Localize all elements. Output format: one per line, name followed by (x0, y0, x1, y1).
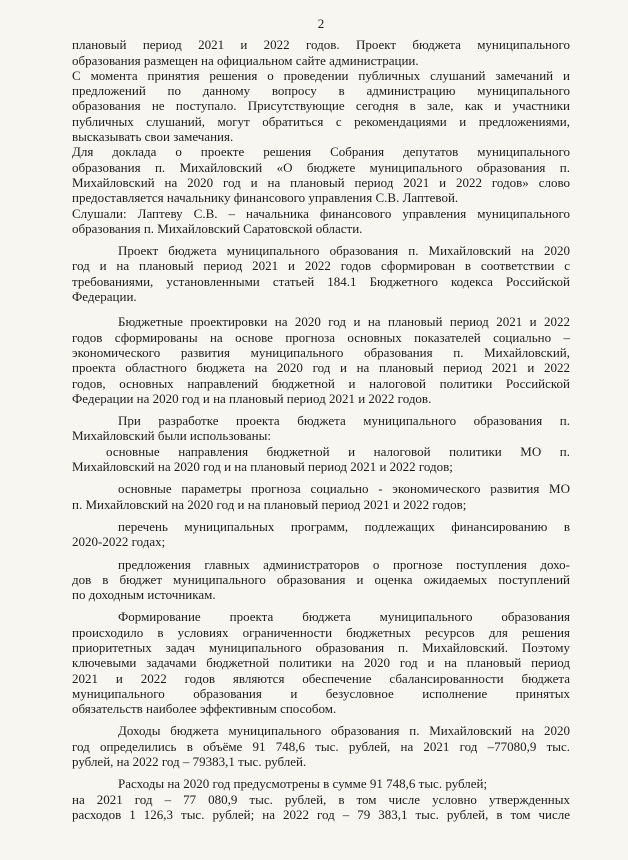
list-item-programs (72, 519, 570, 550)
text-line: Для доклада о проекте решения Собрания депутатов муниципального (72, 144, 570, 160)
text-line: образования размещен на официальном сайте администрации. (72, 52, 419, 68)
text-line: основные параметры прогноза социально - экономического развития МО (118, 481, 570, 497)
text-line: проекта областного бюджета на 2020 год и на плановый период 2021 и 2022 (72, 360, 570, 376)
text-line: Михайловский на 2020 год и на плановый период 2021 и 2022 годов» слово (72, 174, 570, 190)
text-line: годов, основных направлений бюджетной и налоговой политики Российской (72, 375, 570, 391)
text-line: Доходы бюджета муниципального образования п. Михайловский на 2020 (118, 723, 570, 739)
text-line: перечень муниципальных программ, подлежащих финансированию в (118, 518, 570, 534)
text-line: приоритетных задач муниципального образования п. Михайловский. Поэтому (72, 639, 570, 655)
paragraph-budget-draft (72, 243, 570, 304)
text-line: Федерации на 2020 год и на плановый период 2021 и 2022 годов. (72, 390, 432, 406)
text-line: муниципального образования и безусловное исполнение принятых (72, 685, 570, 701)
text-line: обязательств наиболее эффективным способом. (72, 701, 337, 717)
list-item-revenue-proposals (72, 557, 570, 603)
text-line: публичных слушаний, могут обратиться с рекомендациями и предложениями, (72, 113, 570, 129)
text-line: происходило в условиях ограниченности бюджетных ресурсов для решения (72, 624, 570, 640)
text-line: Бюджетные проектировки на 2020 год и на плановый период 2021 и 2022 (118, 314, 570, 330)
text-line: плановый период 2021 и 2022 годов. Проект бюджета муниципального (72, 37, 570, 53)
paragraph-report-intro (72, 144, 570, 205)
paragraph-expenditures (72, 776, 570, 822)
text-line: 2021 и 2022 годов являются обеспечение сбалансированности бюджета (72, 670, 570, 686)
text-line: на 2021 год – 77 080,9 тыс. рублей, в том числе условно утвержденных (72, 791, 570, 807)
text-line: Слушали: Лаптеву С.В. – начальника финансового управления муниципального (72, 205, 570, 221)
text-line: расходов 1 126,3 тыс. рублей; на 2022 год – 79 383,1 тыс. рублей, в том числе (72, 806, 570, 822)
text-line: При разработке проекта бюджета муниципального образования п. (118, 413, 570, 429)
paragraph-projections (72, 314, 570, 406)
text-line: год определились в объёме 91 748,6 тыс. рублей, на 2021 год –77080,9 тыс. (72, 738, 570, 754)
text-line: год и на плановый период 2021 и 2022 годов сформирован в соответствии с (72, 258, 570, 274)
text-line: образования п. Михайловский «О бюджете муниципального образования п. (72, 159, 570, 175)
text-line: предложений по данному вопросу в администрацию муниципального (72, 83, 570, 99)
text-line: основные направления бюджетной и налоговой политики МО п. (106, 443, 570, 459)
text-line: рублей, на 2022 год – 79383,1 тыс. рублей. (72, 754, 307, 770)
text-line: дов в бюджет муниципального образования и оценка ожидаемых поступлений (72, 571, 570, 587)
paragraph-no-comments (72, 68, 570, 144)
text-line: образования п. Михайловский Саратовской области. (72, 220, 363, 236)
text-line: образования не поступало. Присутствующие сегодня в зале, как и участники (72, 98, 570, 114)
paragraph-sources-used (72, 413, 570, 444)
text-line: 2020-2022 годах; (72, 534, 166, 550)
list-item-tax-policy (72, 444, 570, 475)
list-item-forecast (72, 481, 570, 512)
text-line: по доходным источникам. (72, 587, 216, 603)
paragraph-formation (72, 609, 570, 716)
text-line: высказывать свои замечания. (72, 129, 234, 145)
text-line: п. Михайловский на 2020 год и на плановый период 2021 и 2022 годов; (72, 496, 467, 512)
text-line: С момента принятия решения о проведении публичных слушаний замечаний и (72, 67, 570, 83)
page-number: 2 (317, 16, 325, 31)
text-line: требованиями, установленными статьей 184.1 Бюджетного кодекса Российской (72, 273, 570, 289)
paragraph-revenues (72, 723, 570, 769)
text-line: Михайловский на 2020 год и на плановый период 2021 и 2022 годов; (72, 459, 453, 475)
paragraph-publication (72, 37, 570, 68)
text-line: Федерации. (72, 289, 137, 305)
text-line: Расходы на 2020 год предусмотрены в сумме 91 748,6 тыс. рублей; (118, 776, 488, 792)
text-line: годов сформированы на основе прогноза основных показателей социально – (72, 329, 570, 345)
text-line: ключевыми задачами бюджетной политики на 2020 год и на плановый период (72, 655, 570, 671)
paragraph-heard (72, 206, 570, 237)
text-line: предоставляется начальнику финансового управления С.В. Лаптевой. (72, 190, 459, 206)
text-line: Михайловский были использованы: (72, 428, 271, 444)
text-line: экономического развития муниципального образования п. Михайловский, (72, 344, 570, 360)
text-line: Формирование проекта бюджета муниципального образования (118, 609, 570, 625)
text-line: предложения главных администраторов о прогнозе поступления дохо- (118, 556, 570, 572)
text-line: Проект бюджета муниципального образования п. Михайловский на 2020 (118, 243, 570, 259)
